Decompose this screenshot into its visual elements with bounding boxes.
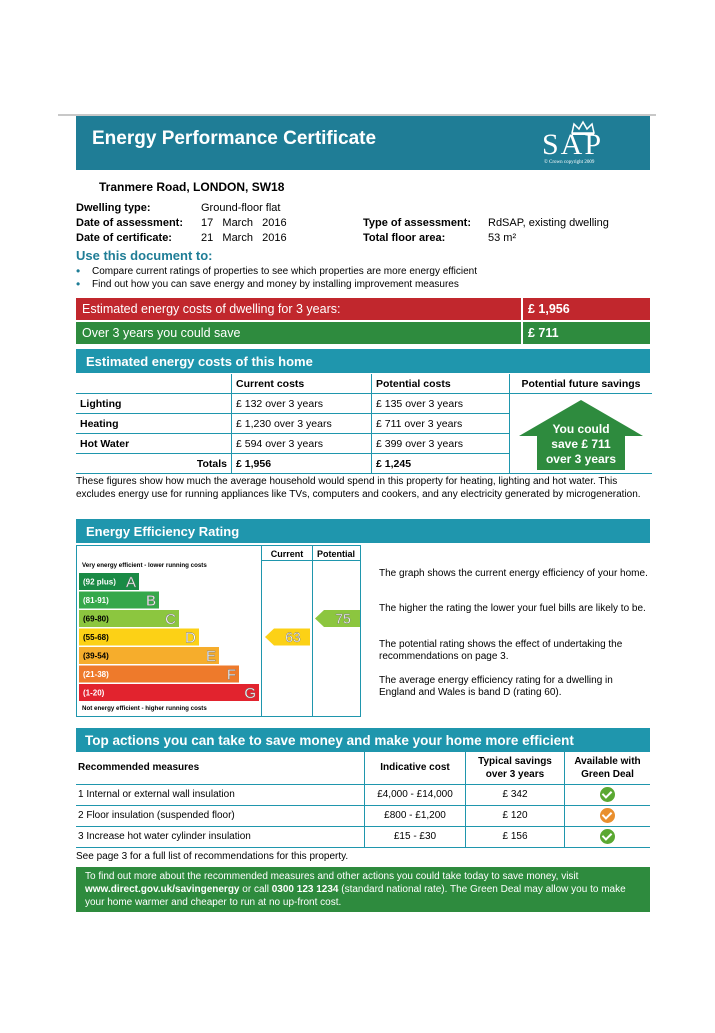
action-saving: £ 342: [466, 784, 565, 805]
use-item: • Find out how you can save energy and money by installing improvement measures: [76, 279, 477, 292]
bottom-note: Not energy efficient - higher running costs: [82, 705, 207, 712]
savings-arrow-line: save £ 711: [551, 436, 611, 451]
potential-col-header: Potential: [316, 549, 356, 559]
rating-text: The higher the rating the lower your fuel bills are likely to be.: [379, 603, 646, 614]
action-measure: 3 Increase hot water cylinder insulation: [78, 831, 251, 842]
row-label: Heating: [80, 417, 119, 430]
actions-heading-band: [76, 728, 650, 752]
certificate-date-value: 21 March 2016: [201, 232, 287, 244]
assessment-type-label: Type of assessment:: [363, 217, 472, 229]
phone-number: 0300 123 1234: [271, 884, 339, 895]
certificate-header: [76, 116, 650, 170]
potential-cost: £ 135 over 3 years: [372, 394, 510, 414]
row-label: Lighting: [80, 397, 122, 410]
use-item: • Compare current ratings of properties to see which properties are more energy efficient: [76, 266, 477, 279]
band-range: (21-38): [83, 670, 109, 679]
action-cost: £800 - £1,200: [365, 805, 466, 826]
certificate-date-label: Date of certificate:: [76, 232, 172, 244]
estimated-cost-bar: [76, 298, 650, 320]
use-heading: Use this document to:: [76, 248, 213, 263]
rating-text: The average energy efficiency rating for a dwelling in England and Wales is band D (rating 60).: [379, 675, 613, 698]
green-deal-check-icon: [600, 808, 615, 823]
row-label: Hot Water: [80, 437, 130, 450]
action-row: [76, 784, 650, 805]
sap-copyright: © Crown copyright 2009: [544, 160, 595, 165]
savings-cell: [510, 394, 653, 474]
band-letter: C: [165, 611, 176, 628]
action-row: [76, 826, 650, 847]
estimated-cost-value: £ 1,956: [528, 302, 570, 316]
band-range: (1-20): [83, 688, 105, 698]
costs-heading-band: [76, 349, 650, 373]
actions-col-savings: Typical savings over 3 years: [466, 752, 565, 784]
band-range: (81-91): [83, 596, 109, 605]
floor-area-value: 53 m²: [488, 232, 517, 244]
actions-col-cost: Indicative cost: [365, 752, 466, 784]
action-row: [76, 805, 650, 826]
action-measure: 2 Floor insulation (suspended floor): [78, 810, 235, 821]
actions-col-measures: Recommended measures: [78, 762, 200, 774]
band-g: [79, 684, 259, 701]
potential-rating-value: 75: [335, 610, 351, 627]
savings-arrow: [513, 398, 649, 472]
totals-current: £ 1,956: [232, 454, 372, 474]
costs-row-lighting: [76, 394, 652, 414]
savings-arrow-line: You could: [552, 421, 610, 436]
savings-bar: [76, 322, 650, 344]
action-cost: £4,000 - £14,000: [365, 784, 466, 805]
green-deal-check-icon: [600, 829, 615, 844]
actions-heading: Top actions you can take to save money and make your home more efficient: [85, 733, 574, 748]
green-deal-check-icon: [600, 787, 615, 802]
band-range: (92 plus): [83, 577, 116, 587]
band-range: (55-68): [83, 633, 109, 642]
band-letter: F: [226, 666, 236, 684]
band-letter: D: [185, 629, 196, 647]
bar-divider: [521, 298, 523, 320]
assessment-type-value: RdSAP, existing dwelling: [488, 217, 609, 229]
costs-col-blank: [76, 374, 232, 394]
current-rating-value: 63: [285, 629, 301, 645]
current-cost: £ 1,230 over 3 years: [232, 414, 372, 434]
band-letter: E: [205, 648, 216, 665]
action-measure: 1 Internal or external wall insulation: [78, 789, 235, 800]
costs-col-current: Current costs: [232, 374, 372, 394]
action-saving: £ 156: [466, 826, 565, 847]
rating-heading: Energy Efficiency Rating: [86, 524, 240, 539]
more-info-box: [76, 867, 650, 912]
rating-text: The potential rating shows the effect of undertaking the recommendations on page 3.: [379, 639, 623, 662]
floor-area-label: Total floor area:: [363, 232, 446, 244]
page-title: Energy Performance Certificate: [92, 128, 377, 149]
totals-potential: £ 1,245: [372, 454, 510, 474]
property-address: Tranmere Road, LONDON, SW18: [99, 180, 285, 194]
actions-table: [76, 752, 650, 848]
costs-col-savings: Potential future savings: [510, 374, 653, 394]
current-col-header: Current: [270, 549, 304, 559]
more-info-text: To find out more about the recommended measures and other actions you could take today to save money, visit www.direct.gov.uk/savingenergy or call 0300 123 1234 (standard national rate). The Green Deal may allow you to make your home warmer and cheaper to run at no up-front cost.: [85, 871, 626, 908]
bar-divider: [521, 322, 523, 344]
costs-col-potential: Potential costs: [372, 374, 510, 394]
action-saving: £ 120: [466, 805, 565, 826]
recommendations-note: See page 3 for a full list of recommendations for this property.: [76, 851, 349, 862]
rating-text: The graph shows the current energy efficiency of your home.: [379, 568, 648, 579]
band-letter: G: [244, 685, 256, 702]
sap-logo: [542, 120, 642, 166]
band-letter: B: [145, 592, 156, 610]
current-cost: £ 594 over 3 years: [232, 434, 372, 454]
costs-table: [76, 374, 652, 474]
potential-cost: £ 711 over 3 years: [372, 414, 510, 434]
actions-col-green-deal: Available with Green Deal: [565, 752, 651, 784]
use-list: [76, 266, 477, 292]
band-range: (69-80): [83, 614, 109, 624]
costs-description: These figures show how much the average household would spend in this property for heating, lighting and hot water. This excludes energy use for running appliances like TVs, computers and cookers, and any electricity generated by microgeneration.: [76, 476, 641, 500]
current-cost: £ 132 over 3 years: [232, 394, 372, 414]
band-letter: A: [125, 574, 136, 591]
sap-logo-text: SAP: [542, 128, 604, 161]
rating-heading-band: [76, 519, 650, 543]
savings-value: £ 711: [528, 326, 559, 340]
savings-arrow-line: over 3 years: [545, 451, 617, 466]
potential-cost: £ 399 over 3 years: [372, 434, 510, 454]
dwelling-type-label: Dwelling type:: [76, 202, 151, 214]
savings-label: Over 3 years you could save: [82, 326, 241, 340]
top-note: Very energy efficient - lower running costs: [82, 562, 207, 569]
band-range: (39-54): [83, 651, 109, 661]
savingenergy-link[interactable]: www.direct.gov.uk/savingenergy: [85, 884, 240, 895]
totals-label: Totals: [196, 457, 227, 470]
action-cost: £15 - £30: [365, 826, 466, 847]
energy-rating-chart: [76, 545, 362, 718]
costs-heading: Estimated energy costs of this home: [86, 354, 313, 369]
assessment-date-value: 17 March 2016: [201, 217, 287, 229]
estimated-cost-label: Estimated energy costs of dwelling for 3 years:: [82, 302, 341, 316]
assessment-date-label: Date of assessment:: [76, 217, 183, 229]
dwelling-type-value: Ground-floor flat: [201, 202, 281, 214]
